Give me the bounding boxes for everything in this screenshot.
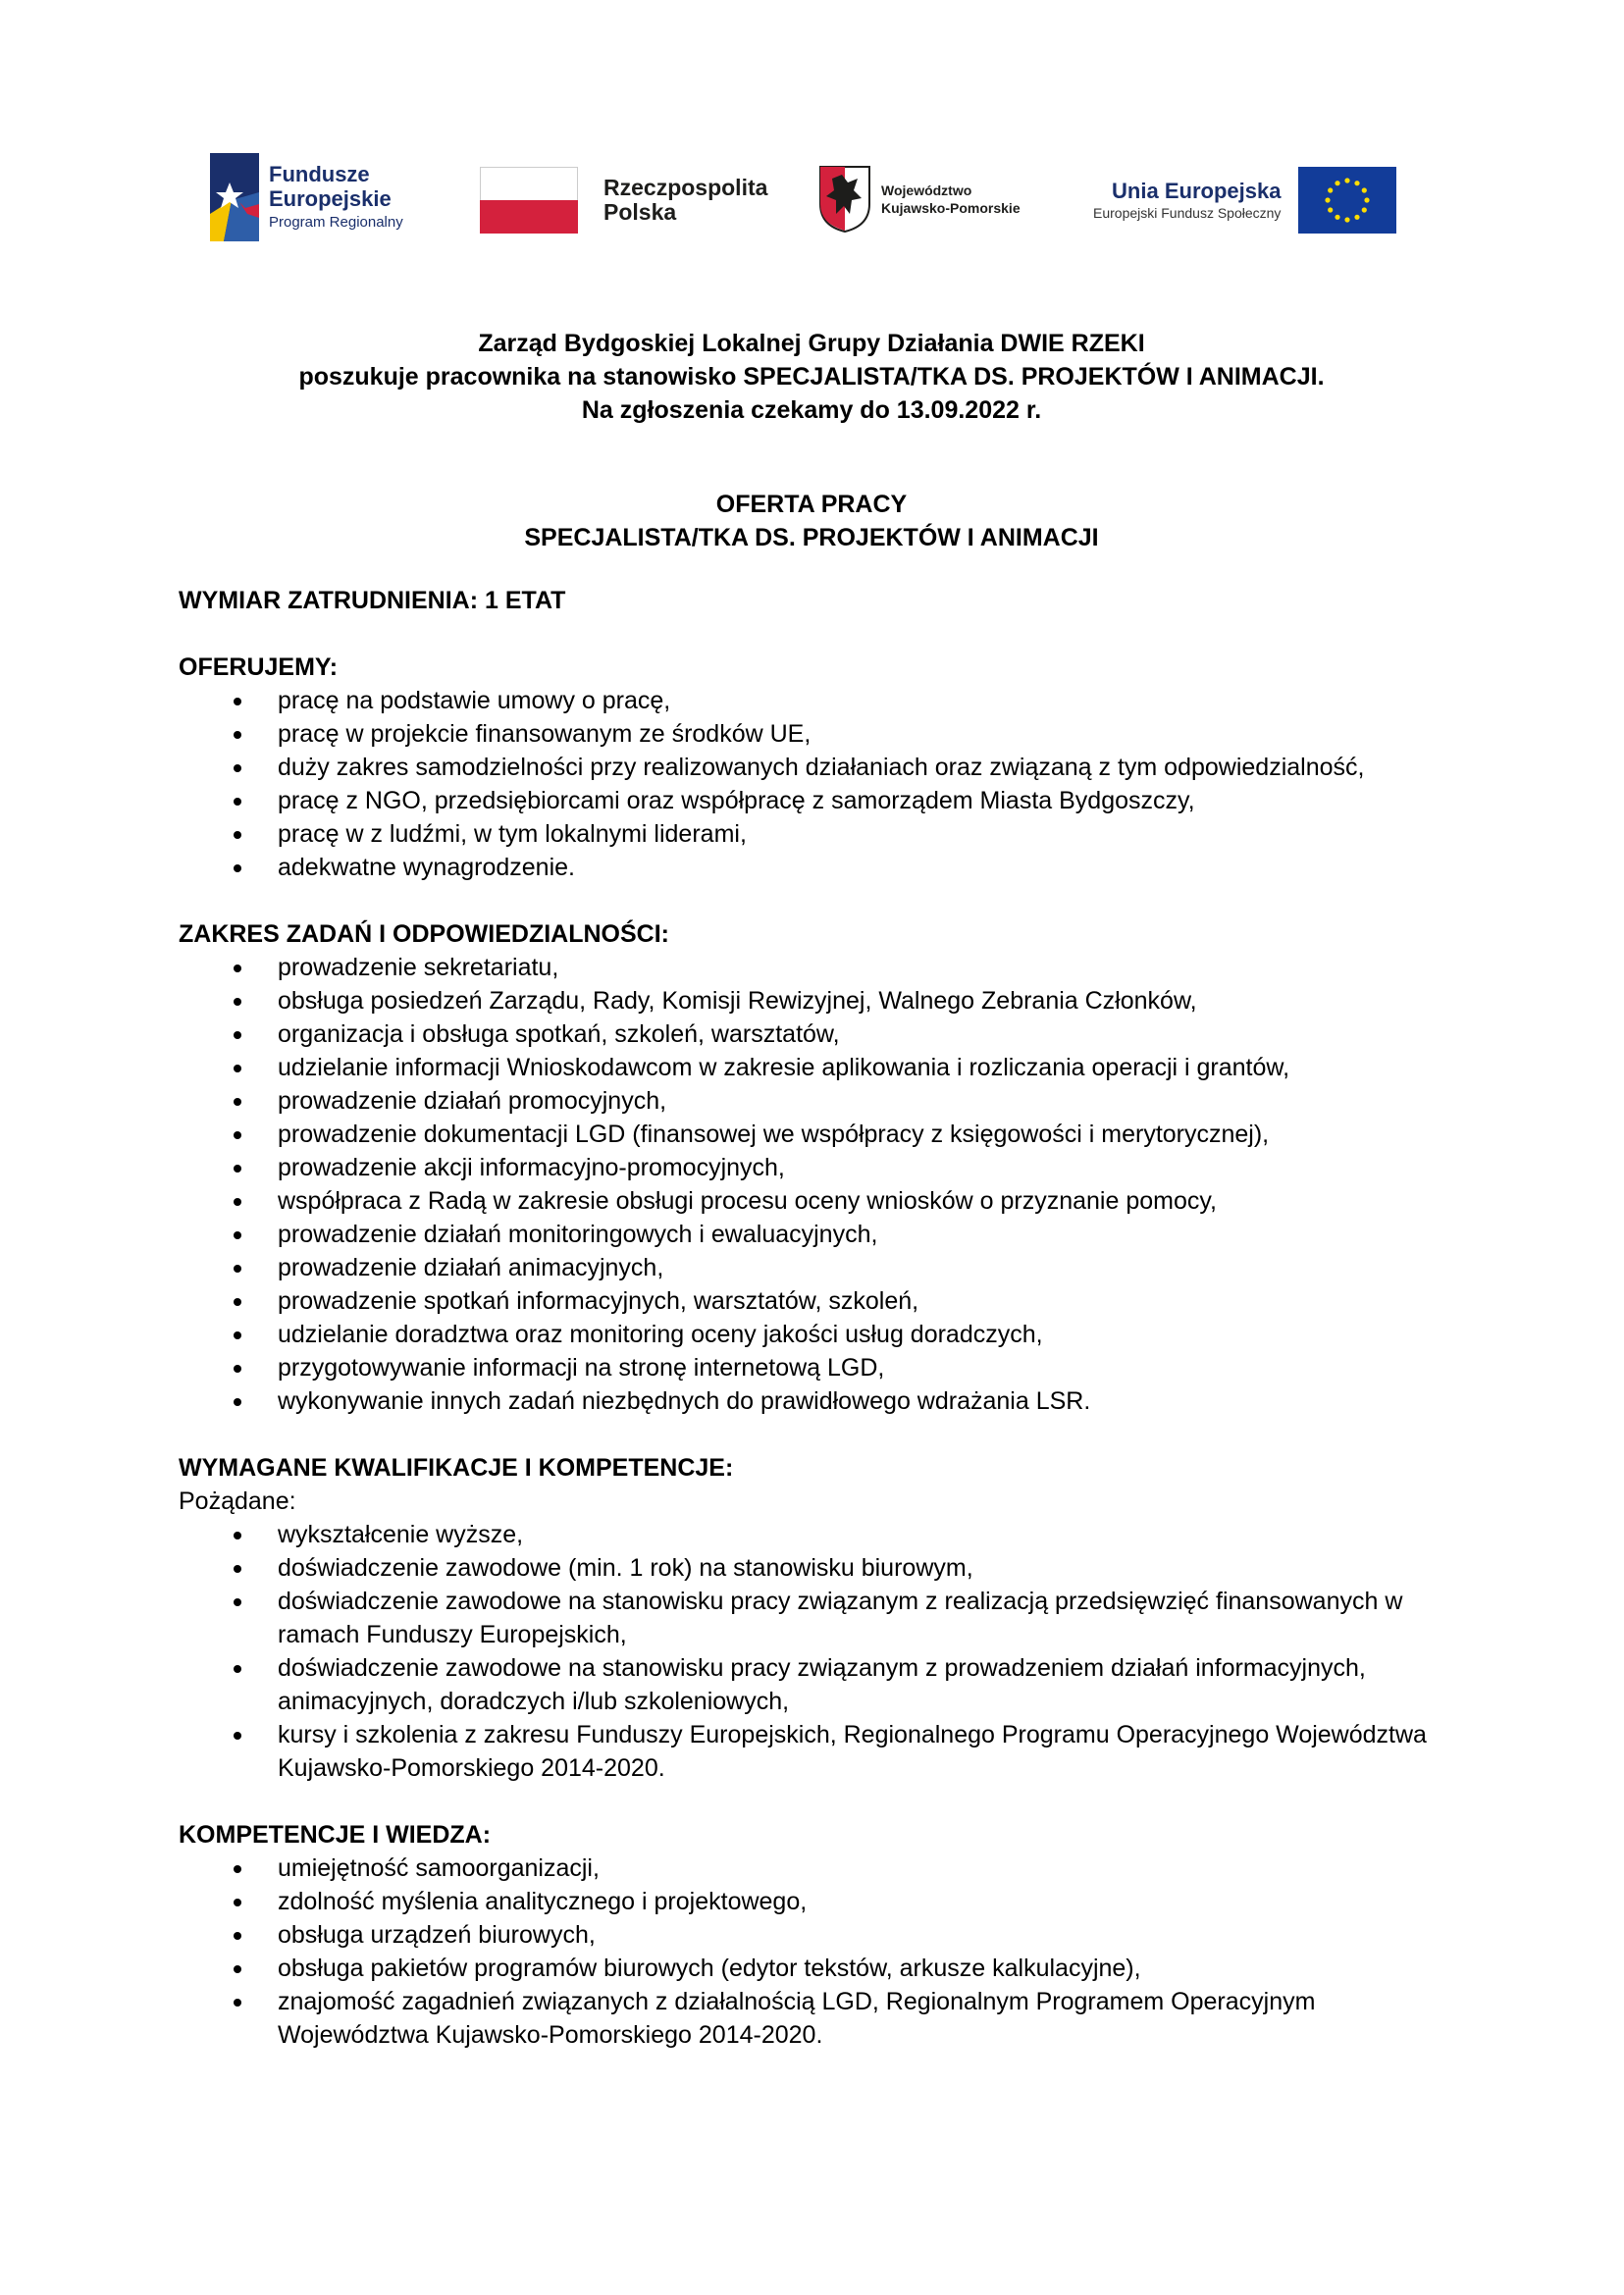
list-item-text: prowadzenie sekretariatu, xyxy=(278,954,559,981)
bullet-icon xyxy=(234,731,241,739)
fundusze-line3: Program Regionalny xyxy=(269,213,403,231)
list-item-text: obsługa posiedzeń Zarządu, Rady, Komisji Rewizyjnej, Walnego Zebrania Członków, xyxy=(278,987,1197,1015)
announcement-line-2: poszukuje pracownika na stanowisko SPECJALISTA/TKA DS. PROJEKTÓW I ANIMACJI. xyxy=(298,363,1325,391)
list-item xyxy=(179,1084,1454,1118)
list-item xyxy=(179,1051,1454,1084)
employment-heading: WYMIAR ZATRUDNIENIA: 1 ETAT xyxy=(179,587,566,614)
competences-section xyxy=(179,1818,1454,2052)
unia-line2: Europejski Fundusz Społeczny xyxy=(1093,204,1282,221)
fundusze-europejskie-logo xyxy=(210,153,403,241)
rzeczpospolita-polska-logo xyxy=(480,167,767,234)
list-item xyxy=(179,751,1454,784)
fundusze-line1: Fundusze xyxy=(269,162,370,187)
unia-europejska-logo xyxy=(1093,167,1396,234)
bullet-icon xyxy=(234,965,241,972)
bullet-icon xyxy=(234,1065,241,1072)
bullet-icon xyxy=(234,1365,241,1373)
list-item-text: prowadzenie dokumentacji LGD (finansowej we współpracy z księgowości i merytorycznej), xyxy=(278,1121,1270,1148)
wojewodztwo-line1: Województwo xyxy=(881,182,972,198)
bullet-icon xyxy=(234,1131,241,1139)
list-item-text: wykształcenie wyższe, xyxy=(278,1521,524,1548)
list-item xyxy=(179,1885,1454,1918)
list-item xyxy=(179,1952,1454,1985)
rzeczpospolita-line1: Rzeczpospolita xyxy=(603,175,768,201)
list-item xyxy=(179,1151,1454,1184)
offer-section xyxy=(179,651,1454,884)
announcement xyxy=(179,327,1444,427)
bullet-icon xyxy=(234,698,241,705)
unia-line1: Unia Europejska xyxy=(1112,179,1282,204)
fundusze-line2: Europejskie xyxy=(269,186,392,212)
list-item xyxy=(179,1918,1454,1952)
bullet-icon xyxy=(234,1198,241,1206)
document-body xyxy=(179,327,1454,2052)
list-item-text: duży zakres samodzielności przy realizowanych działaniach oraz związaną z tym odpowiedzialność, xyxy=(278,754,1365,781)
bullet-icon xyxy=(234,1732,241,1740)
list-item xyxy=(179,951,1454,984)
offer-title-line-2: SPECJALISTA/TKA DS. PROJEKTÓW I ANIMACJI xyxy=(524,524,1099,551)
list-item-text: współpraca z Radą w zakresie obsługi procesu oceny wniosków o przyznanie pomocy, xyxy=(278,1187,1217,1215)
tasks-list xyxy=(179,951,1454,1418)
list-item-text: przygotowywanie informacji na stronę internetową LGD, xyxy=(278,1354,885,1382)
employment-section xyxy=(179,584,1454,617)
qualifications-list xyxy=(179,1518,1454,1785)
bullet-icon xyxy=(234,831,241,839)
bullet-icon xyxy=(234,764,241,772)
list-item xyxy=(179,984,1454,1017)
bullet-icon xyxy=(234,1899,241,1906)
list-item xyxy=(179,1118,1454,1151)
list-item-text: obsługa pakietów programów biurowych (edytor tekstów, arkusze kalkulacyjne), xyxy=(278,1955,1141,1982)
list-item-text: prowadzenie działań promocyjnych, xyxy=(278,1087,667,1115)
offer-list xyxy=(179,684,1454,884)
list-item xyxy=(179,1284,1454,1318)
bullet-icon xyxy=(234,1265,241,1273)
list-item xyxy=(179,817,1454,851)
coat-of-arms-icon xyxy=(818,165,871,234)
list-item xyxy=(179,1318,1454,1351)
qualifications-heading: WYMAGANE KWALIFIKACJE I KOMPETENCJE: xyxy=(179,1454,734,1482)
polish-flag-icon xyxy=(480,167,578,234)
list-item xyxy=(179,1551,1454,1585)
list-item-text: adekwatne wynagrodzenie. xyxy=(278,854,575,881)
bullet-icon xyxy=(234,1565,241,1573)
list-item xyxy=(179,1351,1454,1384)
list-item xyxy=(179,684,1454,717)
bullet-icon xyxy=(234,1165,241,1173)
list-item xyxy=(179,1218,1454,1251)
wojewodztwo-logo xyxy=(818,165,1021,234)
offer-heading: OFERUJEMY: xyxy=(179,653,339,681)
list-item-text: pracę w z ludźmi, w tym lokalnymi liderami, xyxy=(278,820,747,848)
list-item-text: umiejętność samoorganizacji, xyxy=(278,1854,600,1882)
qualifications-subheading: Pożądane: xyxy=(179,1487,296,1515)
list-item-text: obsługa urządzeń biurowych, xyxy=(278,1921,596,1949)
bullet-icon xyxy=(234,1598,241,1606)
announcement-line-3: Na zgłoszenia czekamy do 13.09.2022 r. xyxy=(581,396,1042,424)
bullet-icon xyxy=(234,1298,241,1306)
announcement-line-1: Zarząd Bydgoskiej Lokalnej Grupy Działania DWIE RZEKI xyxy=(478,330,1145,357)
bullet-icon xyxy=(234,1031,241,1039)
bullet-icon xyxy=(234,1932,241,1940)
competences-heading: KOMPETENCJE I WIEDZA: xyxy=(179,1821,492,1849)
list-item-text: organizacja i obsługa spotkań, szkoleń, warsztatów, xyxy=(278,1020,840,1048)
list-item xyxy=(179,1852,1454,1885)
bullet-icon xyxy=(234,1999,241,2007)
list-item-text: znajomość zagadnień związanych z działalnością LGD, Regionalnym Programem Operacyjnym Województwa Kujawsko-Pomorskiego 2014-2020. xyxy=(278,1988,1316,2049)
list-item-text: udzielanie informacji Wnioskodawcom w zakresie aplikowania i rozliczania operacji i grantów, xyxy=(278,1054,1290,1081)
list-item xyxy=(179,851,1454,884)
rzeczpospolita-line2: Polska xyxy=(603,199,677,225)
list-item-text: prowadzenie działań animacyjnych, xyxy=(278,1254,664,1281)
bullet-icon xyxy=(234,1865,241,1873)
competences-list xyxy=(179,1852,1454,2052)
bullet-icon xyxy=(234,1331,241,1339)
list-item-text: doświadczenie zawodowe (min. 1 rok) na stanowisku biurowym, xyxy=(278,1554,973,1582)
bullet-icon xyxy=(234,1098,241,1106)
fundusze-europejskie-emblem-icon xyxy=(210,153,259,241)
offer-title-line-1: OFERTA PRACY xyxy=(715,491,908,518)
list-item xyxy=(179,1251,1454,1284)
list-item-text: doświadczenie zawodowe na stanowisku pracy związanym z realizacją przedsięwzięć finansowanych w ramach Funduszy Europejskich, xyxy=(278,1588,1403,1648)
list-item-text: prowadzenie akcji informacyjno-promocyjnych, xyxy=(278,1154,785,1181)
tasks-section xyxy=(179,917,1454,1418)
bullet-icon xyxy=(234,1231,241,1239)
qualifications-section xyxy=(179,1451,1454,1785)
list-item-text: wykonywanie innych zadań niezbędnych do prawidłowego wdrażania LSR. xyxy=(278,1387,1091,1415)
list-item xyxy=(179,1518,1454,1551)
eu-flag-icon xyxy=(1298,167,1396,234)
bullet-icon xyxy=(234,1665,241,1673)
list-item-text: prowadzenie działań monitoringowych i ewaluacyjnych, xyxy=(278,1221,878,1248)
bullet-icon xyxy=(234,798,241,806)
bullet-icon xyxy=(234,1398,241,1406)
list-item-text: doświadczenie zawodowe na stanowisku pracy związanym z prowadzeniem działań informacyjnych, animacyjnych, doradczych i/lub szkoleniowych, xyxy=(278,1654,1366,1715)
list-item-text: zdolność myślenia analitycznego i projektowego, xyxy=(278,1888,808,1915)
list-item-text: udzielanie doradztwa oraz monitoring oceny jakości usług doradczych, xyxy=(278,1321,1043,1348)
wojewodztwo-line2: Kujawsko-Pomorskie xyxy=(881,200,1021,216)
list-item-text: pracę w projekcie finansowanym ze środków UE, xyxy=(278,720,812,748)
offer-title xyxy=(179,488,1444,554)
list-item-text: pracę na podstawie umowy o pracę, xyxy=(278,687,671,714)
list-item xyxy=(179,784,1454,817)
list-item xyxy=(179,1384,1454,1418)
list-item xyxy=(179,1651,1454,1718)
list-item-text: prowadzenie spotkań informacyjnych, warsztatów, szkoleń, xyxy=(278,1287,919,1315)
list-item xyxy=(179,1585,1454,1651)
list-item xyxy=(179,717,1454,751)
bullet-icon xyxy=(234,1532,241,1539)
bullet-icon xyxy=(234,864,241,872)
logo-bar xyxy=(210,145,1417,253)
list-item-text: pracę z NGO, przedsiębiorcami oraz współpracę z samorządem Miasta Bydgoszczy, xyxy=(278,787,1195,814)
list-item xyxy=(179,1985,1454,2052)
tasks-heading: ZAKRES ZADAŃ I ODPOWIEDZIALNOŚCI: xyxy=(179,920,669,948)
list-item xyxy=(179,1184,1454,1218)
list-item xyxy=(179,1718,1454,1785)
bullet-icon xyxy=(234,1965,241,1973)
list-item-text: kursy i szkolenia z zakresu Funduszy Europejskich, Regionalnego Programu Operacyjnego Województwa Kujawsko-Pomorskiego 2014-2020. xyxy=(278,1721,1427,1782)
list-item xyxy=(179,1017,1454,1051)
bullet-icon xyxy=(234,998,241,1006)
